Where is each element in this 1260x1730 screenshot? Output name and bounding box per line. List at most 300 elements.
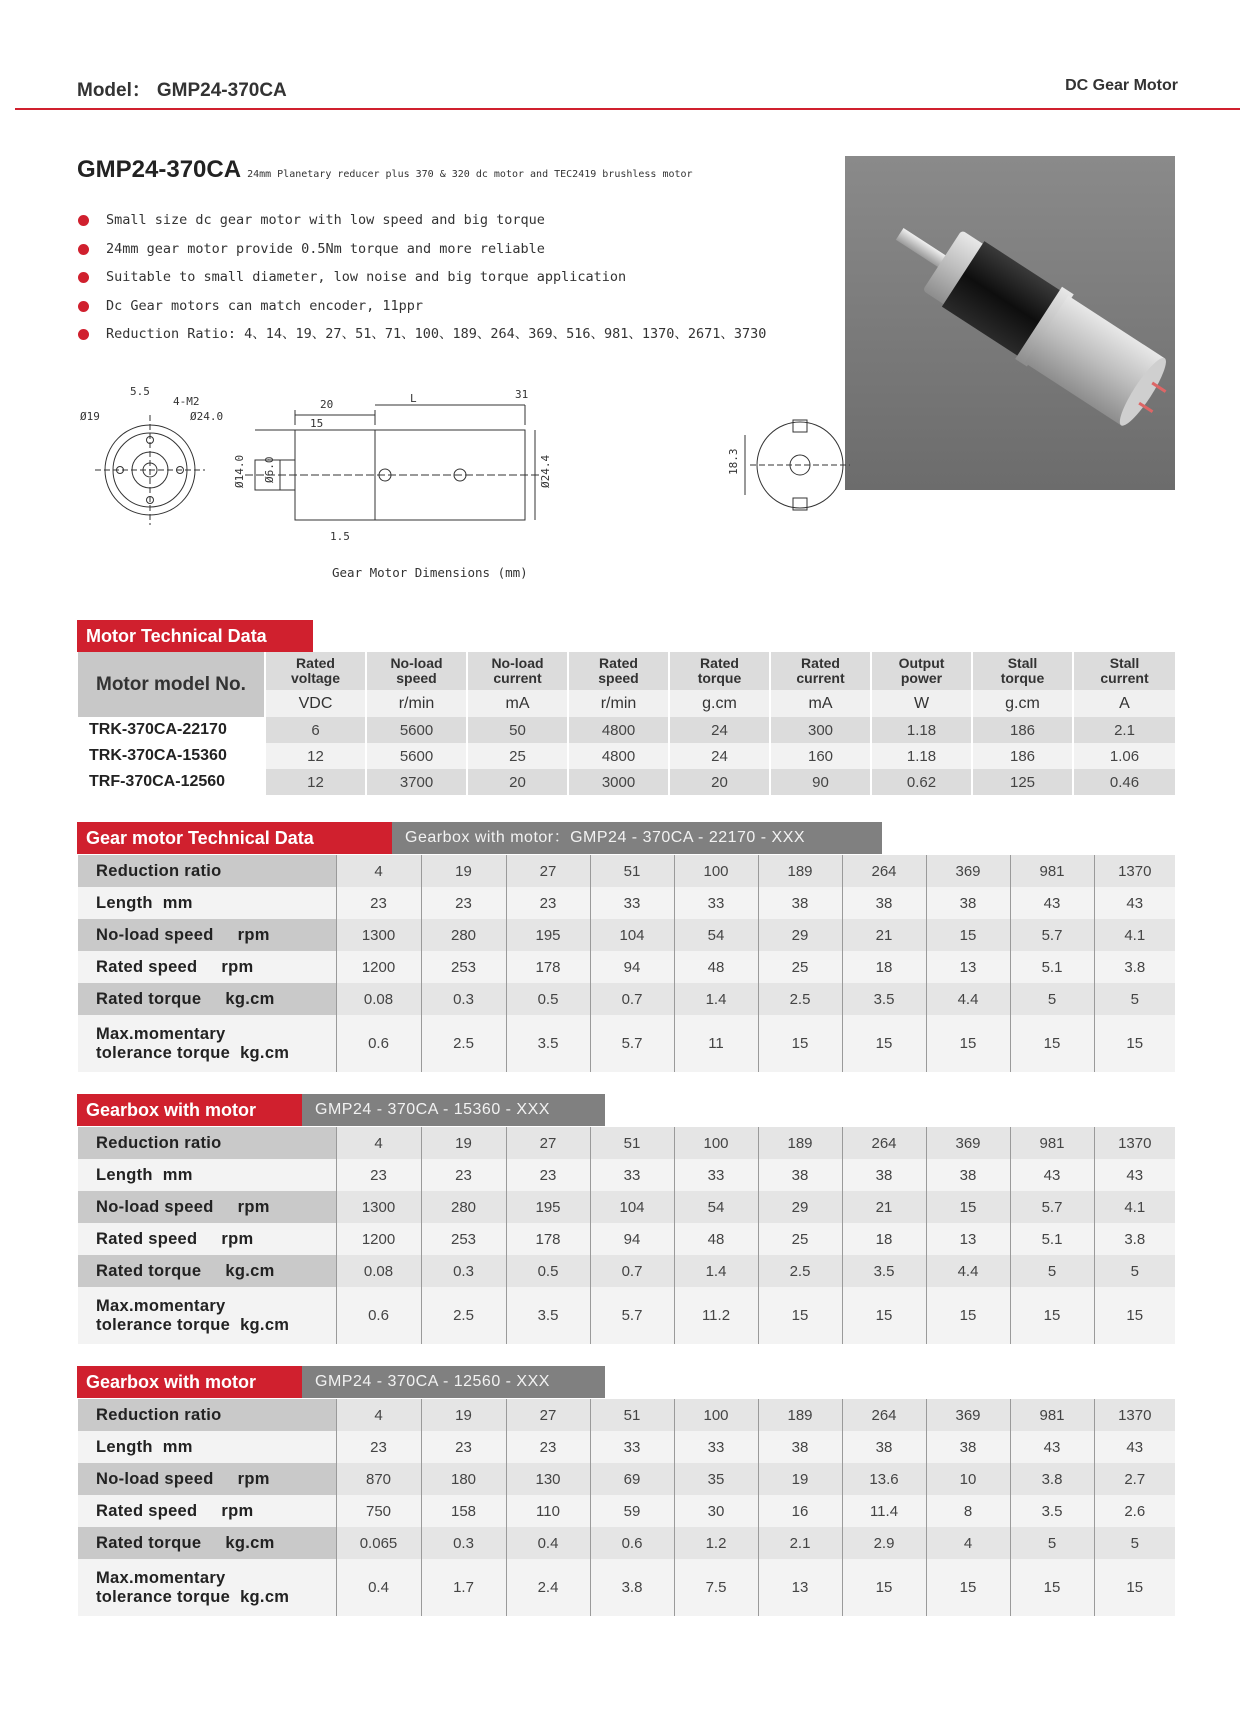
col-header: Rated voltage bbox=[265, 652, 366, 690]
table-cell: 38 bbox=[842, 1431, 926, 1463]
table-cell: 4800 bbox=[568, 717, 669, 743]
table-cell: 2.1 bbox=[1073, 717, 1175, 743]
table-cell: 13.6 bbox=[842, 1463, 926, 1495]
table-cell: 1.2 bbox=[674, 1527, 758, 1559]
row-label bbox=[78, 1127, 336, 1159]
motor-model-cell: TRF-370CA-12560 bbox=[78, 769, 265, 795]
table-cell: 5600 bbox=[366, 743, 467, 769]
table-row bbox=[78, 769, 1175, 795]
table-cell: 5.7 bbox=[1010, 1191, 1094, 1223]
table-cell: 54 bbox=[674, 1191, 758, 1223]
table-cell: 0.62 bbox=[871, 769, 972, 795]
col-header: Rated speed bbox=[568, 652, 669, 690]
col-header: Stall current bbox=[1073, 652, 1175, 690]
table-cell: 280 bbox=[421, 919, 506, 951]
row-label-text: Reduction ratio bbox=[96, 1133, 222, 1152]
table-cell: 33 bbox=[674, 887, 758, 919]
table-cell: 19 bbox=[421, 855, 506, 887]
table-cell: 13 bbox=[926, 1223, 1010, 1255]
table-cell: 29 bbox=[758, 1191, 842, 1223]
table-cell: 3000 bbox=[568, 769, 669, 795]
table-cell: 1300 bbox=[336, 1191, 421, 1223]
table-cell: 2.5 bbox=[421, 1015, 506, 1072]
gear-table-3-title: Gearbox with motor bbox=[77, 1366, 302, 1398]
table-cell: 38 bbox=[842, 887, 926, 919]
row-label-text: Max.momentary bbox=[96, 1568, 226, 1587]
model-value: GMP24-370CA bbox=[156, 80, 287, 101]
col-header: No-load speed bbox=[366, 652, 467, 690]
table-cell: 264 bbox=[842, 1127, 926, 1159]
table-row bbox=[78, 743, 1175, 769]
table-cell: 27 bbox=[506, 1399, 590, 1431]
table-cell: 1.4 bbox=[674, 983, 758, 1015]
motor-model-cell: TRK-370CA-15360 bbox=[78, 743, 265, 769]
table-cell: 1.4 bbox=[674, 1255, 758, 1287]
feature-list bbox=[77, 206, 767, 349]
table-cell: 3.8 bbox=[1010, 1463, 1094, 1495]
table-cell: 264 bbox=[842, 855, 926, 887]
table-cell: 195 bbox=[506, 919, 590, 951]
table-cell: 21 bbox=[842, 919, 926, 951]
table-row bbox=[78, 1431, 1175, 1463]
table-cell: 23 bbox=[506, 1159, 590, 1191]
row-label-text: Length bbox=[96, 893, 153, 912]
row-unit: kg.cm bbox=[240, 1315, 290, 1334]
table-cell: 5.1 bbox=[1010, 951, 1094, 983]
table-cell: 43 bbox=[1094, 887, 1175, 919]
table-cell: 51 bbox=[590, 855, 674, 887]
table-row bbox=[78, 1463, 1175, 1495]
table-cell: 15 bbox=[758, 1015, 842, 1072]
motor-model-header: Motor model No. bbox=[78, 652, 265, 717]
table-cell: 94 bbox=[590, 951, 674, 983]
row-unit: kg.cm bbox=[240, 1587, 290, 1606]
row-label-text: Max.momentary bbox=[96, 1024, 226, 1043]
table-cell: 158 bbox=[421, 1495, 506, 1527]
row-label bbox=[78, 855, 336, 887]
feature-text: Suitable to small diameter, low noise and big torque application bbox=[106, 269, 627, 285]
table-cell: 13 bbox=[758, 1559, 842, 1616]
table-cell: 253 bbox=[421, 1223, 506, 1255]
table-cell: 1300 bbox=[336, 919, 421, 951]
table-cell: 0.7 bbox=[590, 983, 674, 1015]
table-cell: 104 bbox=[590, 919, 674, 951]
table-cell: 3.5 bbox=[842, 1255, 926, 1287]
table-cell: 15 bbox=[926, 1287, 1010, 1344]
table-cell: 33 bbox=[590, 1159, 674, 1191]
table-row bbox=[78, 1127, 1175, 1159]
table-cell: 69 bbox=[590, 1463, 674, 1495]
table-cell: 369 bbox=[926, 855, 1010, 887]
row-label bbox=[78, 1495, 336, 1527]
feature-item bbox=[77, 263, 767, 292]
table-cell: 38 bbox=[758, 1159, 842, 1191]
table-cell: 1.18 bbox=[871, 743, 972, 769]
table-cell: 981 bbox=[1010, 855, 1094, 887]
feature-text: Dc Gear motors can match encoder, 11ppr bbox=[106, 297, 423, 314]
table-cell: 54 bbox=[674, 919, 758, 951]
table-cell: 0.065 bbox=[336, 1527, 421, 1559]
gear-table-1-title: Gear motor Technical Data bbox=[77, 822, 392, 854]
table-cell: 1370 bbox=[1094, 1399, 1175, 1431]
dim-d19: Ø19 bbox=[80, 410, 100, 423]
table-cell: 1.7 bbox=[421, 1559, 506, 1616]
table-cell: 110 bbox=[506, 1495, 590, 1527]
motor-data-table bbox=[78, 652, 1175, 795]
table-cell: 15 bbox=[842, 1015, 926, 1072]
table-cell: 1370 bbox=[1094, 1127, 1175, 1159]
table-cell: 4 bbox=[926, 1527, 1010, 1559]
row-label-text: No-load speed bbox=[96, 925, 214, 944]
page-header bbox=[15, 70, 1240, 110]
row-label bbox=[78, 1287, 336, 1344]
table-cell: 51 bbox=[590, 1127, 674, 1159]
row-label-text: Length bbox=[96, 1165, 153, 1184]
table-row bbox=[78, 1495, 1175, 1527]
row-label-text: Rated torque bbox=[96, 1261, 202, 1280]
table-cell: 13 bbox=[926, 951, 1010, 983]
table-cell: 33 bbox=[590, 887, 674, 919]
row-label bbox=[78, 1255, 336, 1287]
table-cell: 5.7 bbox=[590, 1015, 674, 1072]
unit-cell: A bbox=[1073, 690, 1175, 717]
row-label-text: tolerance torque bbox=[96, 1587, 231, 1606]
table-cell: 23 bbox=[336, 1159, 421, 1191]
row-label bbox=[78, 1463, 336, 1495]
row-label-text: Rated speed bbox=[96, 1229, 198, 1248]
table-cell: 43 bbox=[1094, 1159, 1175, 1191]
table-cell: 15 bbox=[1010, 1287, 1094, 1344]
table-row bbox=[78, 951, 1175, 983]
table-cell: 43 bbox=[1010, 887, 1094, 919]
table-cell: 5 bbox=[1094, 1527, 1175, 1559]
table-row bbox=[78, 717, 1175, 743]
gear-table-1-subtitle: Gearbox with motor：GMP24 - 370CA - 22170 - XXX bbox=[392, 822, 882, 854]
row-unit: rpm bbox=[221, 957, 254, 976]
table-cell: 180 bbox=[421, 1463, 506, 1495]
table-cell: 100 bbox=[674, 1127, 758, 1159]
model-heading bbox=[77, 75, 287, 102]
table-cell: 4800 bbox=[568, 743, 669, 769]
table-cell: 33 bbox=[674, 1159, 758, 1191]
motor-table-title: Motor Technical Data bbox=[77, 620, 313, 652]
dim-15: 15 bbox=[310, 417, 324, 430]
gear-data-table-3 bbox=[78, 1399, 1175, 1616]
table-cell: 38 bbox=[758, 1431, 842, 1463]
table-cell: 15 bbox=[842, 1559, 926, 1616]
table-cell: 4 bbox=[336, 1127, 421, 1159]
table-cell: 5 bbox=[1010, 1255, 1094, 1287]
dim-d6: Ø6.0 bbox=[263, 456, 276, 483]
table-cell: 253 bbox=[421, 951, 506, 983]
table-row bbox=[78, 1255, 1175, 1287]
table-cell: 0.08 bbox=[336, 1255, 421, 1287]
table-cell: 24 bbox=[669, 743, 770, 769]
table-cell: 12 bbox=[265, 743, 366, 769]
table-cell: 3.5 bbox=[506, 1287, 590, 1344]
table-cell: 38 bbox=[758, 887, 842, 919]
table-cell: 130 bbox=[506, 1463, 590, 1495]
table-row bbox=[78, 887, 1175, 919]
row-unit: rpm bbox=[237, 925, 270, 944]
table-cell: 23 bbox=[336, 1431, 421, 1463]
table-cell: 25 bbox=[467, 743, 568, 769]
table-cell: 19 bbox=[758, 1463, 842, 1495]
table-cell: 186 bbox=[972, 743, 1073, 769]
table-cell: 15 bbox=[1094, 1559, 1175, 1616]
row-unit: mm bbox=[162, 893, 193, 912]
table-cell: 5.7 bbox=[590, 1287, 674, 1344]
table-cell: 23 bbox=[421, 1431, 506, 1463]
gear-table-2-subtitle: GMP24 - 370CA - 15360 - XXX bbox=[302, 1094, 605, 1126]
table-cell: 1.18 bbox=[871, 717, 972, 743]
row-label bbox=[78, 1223, 336, 1255]
row-unit: rpm bbox=[221, 1229, 254, 1248]
table-cell: 15 bbox=[1094, 1287, 1175, 1344]
table-cell: 1200 bbox=[336, 951, 421, 983]
table-cell: 2.5 bbox=[421, 1287, 506, 1344]
table-row bbox=[78, 983, 1175, 1015]
bullet-icon bbox=[78, 329, 89, 340]
table-cell: 20 bbox=[669, 769, 770, 795]
row-label-text: Rated speed bbox=[96, 957, 198, 976]
table-cell: 10 bbox=[926, 1463, 1010, 1495]
table-cell: 15 bbox=[1010, 1015, 1094, 1072]
feature-item bbox=[77, 320, 767, 349]
table-cell: 4 bbox=[336, 855, 421, 887]
table-row bbox=[78, 1015, 1175, 1072]
table-cell: 100 bbox=[674, 855, 758, 887]
table-cell: 5.1 bbox=[1010, 1223, 1094, 1255]
feature-text: Reduction Ratio: 4、14、19、27、51、71、100、189、264、369、516、981、1370、2671、3730 bbox=[106, 326, 767, 342]
row-label-text: Reduction ratio bbox=[96, 861, 222, 880]
table-cell: 15 bbox=[1094, 1015, 1175, 1072]
dim-d24-4: Ø24.4 bbox=[539, 454, 552, 488]
col-header: No-load current bbox=[467, 652, 568, 690]
table-cell: 750 bbox=[336, 1495, 421, 1527]
row-label-text: No-load speed bbox=[96, 1197, 214, 1216]
row-unit: kg.cm bbox=[225, 1261, 275, 1280]
product-name: GMP24-370CA bbox=[77, 156, 242, 183]
table-cell: 280 bbox=[421, 1191, 506, 1223]
table-cell: 7.5 bbox=[674, 1559, 758, 1616]
table-cell: 300 bbox=[770, 717, 871, 743]
table-cell: 100 bbox=[674, 1399, 758, 1431]
table-cell: 104 bbox=[590, 1191, 674, 1223]
table-row bbox=[78, 1399, 1175, 1431]
table-cell: 0.6 bbox=[590, 1527, 674, 1559]
table-cell: 11.4 bbox=[842, 1495, 926, 1527]
table-cell: 2.6 bbox=[1094, 1495, 1175, 1527]
gear-table-3-subtitle: GMP24 - 370CA - 12560 - XXX bbox=[302, 1366, 605, 1398]
row-label bbox=[78, 951, 336, 983]
row-label-text: Length bbox=[96, 1437, 153, 1456]
unit-cell: g.cm bbox=[669, 690, 770, 717]
table-cell: 11 bbox=[674, 1015, 758, 1072]
table-row bbox=[78, 919, 1175, 951]
dimension-drawing bbox=[75, 380, 695, 540]
bullet-icon bbox=[78, 272, 89, 283]
table-cell: 18 bbox=[842, 1223, 926, 1255]
table-cell: 1370 bbox=[1094, 855, 1175, 887]
table-cell: 3.5 bbox=[842, 983, 926, 1015]
table-cell: 59 bbox=[590, 1495, 674, 1527]
motor-model-cell: TRK-370CA-22170 bbox=[78, 717, 265, 743]
unit-cell: g.cm bbox=[972, 690, 1073, 717]
table-cell: 3.8 bbox=[1094, 951, 1175, 983]
table-cell: 12 bbox=[265, 769, 366, 795]
table-cell: 38 bbox=[842, 1159, 926, 1191]
gear-motor-image bbox=[845, 156, 1175, 490]
table-cell: 125 bbox=[972, 769, 1073, 795]
table-cell: 2.4 bbox=[506, 1559, 590, 1616]
table-cell: 5.7 bbox=[1010, 919, 1094, 951]
table-cell: 3.8 bbox=[1094, 1223, 1175, 1255]
product-title bbox=[77, 156, 693, 184]
table-cell: 2.5 bbox=[758, 983, 842, 1015]
row-label bbox=[78, 1431, 336, 1463]
table-cell: 2.7 bbox=[1094, 1463, 1175, 1495]
table-cell: 19 bbox=[421, 1399, 506, 1431]
table-row bbox=[78, 1223, 1175, 1255]
unit-cell: mA bbox=[467, 690, 568, 717]
table-cell: 27 bbox=[506, 1127, 590, 1159]
table-cell: 0.5 bbox=[506, 1255, 590, 1287]
table-cell: 3.5 bbox=[1010, 1495, 1094, 1527]
table-cell: 160 bbox=[770, 743, 871, 769]
bullet-icon bbox=[78, 301, 89, 312]
col-header: Stall torque bbox=[972, 652, 1073, 690]
row-unit: mm bbox=[162, 1165, 193, 1184]
table-cell: 6 bbox=[265, 717, 366, 743]
table-cell: 38 bbox=[926, 1159, 1010, 1191]
table-cell: 4 bbox=[336, 1399, 421, 1431]
table-cell: 0.3 bbox=[421, 1527, 506, 1559]
table-cell: 0.46 bbox=[1073, 769, 1175, 795]
row-label bbox=[78, 919, 336, 951]
table-cell: 8 bbox=[926, 1495, 1010, 1527]
table-cell: 94 bbox=[590, 1223, 674, 1255]
unit-cell: r/min bbox=[568, 690, 669, 717]
end-view-drawing bbox=[715, 410, 855, 520]
row-label bbox=[78, 1527, 336, 1559]
feature-text: Small size dc gear motor with low speed and big torque bbox=[106, 212, 545, 228]
table-cell: 15 bbox=[926, 1559, 1010, 1616]
table-cell: 981 bbox=[1010, 1127, 1094, 1159]
row-label-text: tolerance torque bbox=[96, 1043, 231, 1062]
table-cell: 25 bbox=[758, 951, 842, 983]
table-row bbox=[78, 1191, 1175, 1223]
table-cell: 5600 bbox=[366, 717, 467, 743]
row-label bbox=[78, 887, 336, 919]
table-row bbox=[78, 1287, 1175, 1344]
table-cell: 15 bbox=[926, 919, 1010, 951]
table-cell: 5 bbox=[1010, 983, 1094, 1015]
table-cell: 50 bbox=[467, 717, 568, 743]
row-label bbox=[78, 1399, 336, 1431]
unit-cell: mA bbox=[770, 690, 871, 717]
row-label bbox=[78, 1191, 336, 1223]
table-cell: 20 bbox=[467, 769, 568, 795]
row-label bbox=[78, 983, 336, 1015]
table-cell: 48 bbox=[674, 951, 758, 983]
table-cell: 1.06 bbox=[1073, 743, 1175, 769]
table-cell: 3.5 bbox=[506, 1015, 590, 1072]
unit-cell: r/min bbox=[366, 690, 467, 717]
table-row bbox=[78, 1159, 1175, 1191]
table-cell: 33 bbox=[674, 1431, 758, 1463]
table-cell: 189 bbox=[758, 855, 842, 887]
row-label-text: Max.momentary bbox=[96, 1296, 226, 1315]
row-label bbox=[78, 1159, 336, 1191]
table-cell: 981 bbox=[1010, 1399, 1094, 1431]
table-cell: 0.7 bbox=[590, 1255, 674, 1287]
row-unit: mm bbox=[162, 1437, 193, 1456]
row-label-text: Rated speed bbox=[96, 1501, 198, 1520]
col-header: Rated current bbox=[770, 652, 871, 690]
table-cell: 195 bbox=[506, 1191, 590, 1223]
table-cell: 5 bbox=[1094, 1255, 1175, 1287]
table-cell: 178 bbox=[506, 951, 590, 983]
table-cell: 23 bbox=[421, 887, 506, 919]
table-cell: 3.8 bbox=[590, 1559, 674, 1616]
dim-4-m2: 4-M2 bbox=[173, 395, 200, 408]
feature-item bbox=[77, 235, 767, 264]
table-cell: 19 bbox=[421, 1127, 506, 1159]
table-cell: 369 bbox=[926, 1127, 1010, 1159]
col-header: Output power bbox=[871, 652, 972, 690]
category-label: DC Gear Motor bbox=[1065, 77, 1178, 94]
table-cell: 2.1 bbox=[758, 1527, 842, 1559]
table-cell: 29 bbox=[758, 919, 842, 951]
table-cell: 24 bbox=[669, 717, 770, 743]
dim-18-3: 18.3 bbox=[727, 448, 740, 475]
row-label-text: tolerance torque bbox=[96, 1315, 231, 1334]
table-cell: 43 bbox=[1010, 1159, 1094, 1191]
table-cell: 189 bbox=[758, 1127, 842, 1159]
table-cell: 35 bbox=[674, 1463, 758, 1495]
table-cell: 48 bbox=[674, 1223, 758, 1255]
table-cell: 5 bbox=[1010, 1527, 1094, 1559]
gear-data-table-1 bbox=[78, 855, 1175, 1072]
table-cell: 4.4 bbox=[926, 1255, 1010, 1287]
table-cell: 51 bbox=[590, 1399, 674, 1431]
bullet-icon bbox=[78, 244, 89, 255]
table-cell: 0.3 bbox=[421, 983, 506, 1015]
product-subtitle: 24mm Planetary reducer plus 370 & 320 dc motor and TEC2419 brushless motor bbox=[247, 169, 693, 180]
dim-d24: Ø24.0 bbox=[190, 410, 224, 423]
table-cell: 15 bbox=[842, 1287, 926, 1344]
table-cell: 15 bbox=[926, 1015, 1010, 1072]
table-cell: 15 bbox=[1010, 1559, 1094, 1616]
dim-l: L bbox=[410, 392, 417, 405]
dim-d14: Ø14.0 bbox=[233, 454, 246, 488]
table-cell: 0.6 bbox=[336, 1015, 421, 1072]
row-unit: kg.cm bbox=[240, 1043, 290, 1062]
bullet-icon bbox=[78, 215, 89, 226]
row-unit: kg.cm bbox=[225, 1533, 275, 1552]
gear-data-table-2 bbox=[78, 1127, 1175, 1344]
unit-cell: VDC bbox=[265, 690, 366, 717]
table-cell: 0.5 bbox=[506, 983, 590, 1015]
table-cell: 2.5 bbox=[758, 1255, 842, 1287]
dim-31: 31 bbox=[515, 388, 529, 401]
table-cell: 23 bbox=[506, 1431, 590, 1463]
table-cell: 23 bbox=[336, 887, 421, 919]
col-header: Rated torque bbox=[669, 652, 770, 690]
dim-5-5: 5.5 bbox=[130, 385, 150, 398]
row-label bbox=[78, 1559, 336, 1616]
